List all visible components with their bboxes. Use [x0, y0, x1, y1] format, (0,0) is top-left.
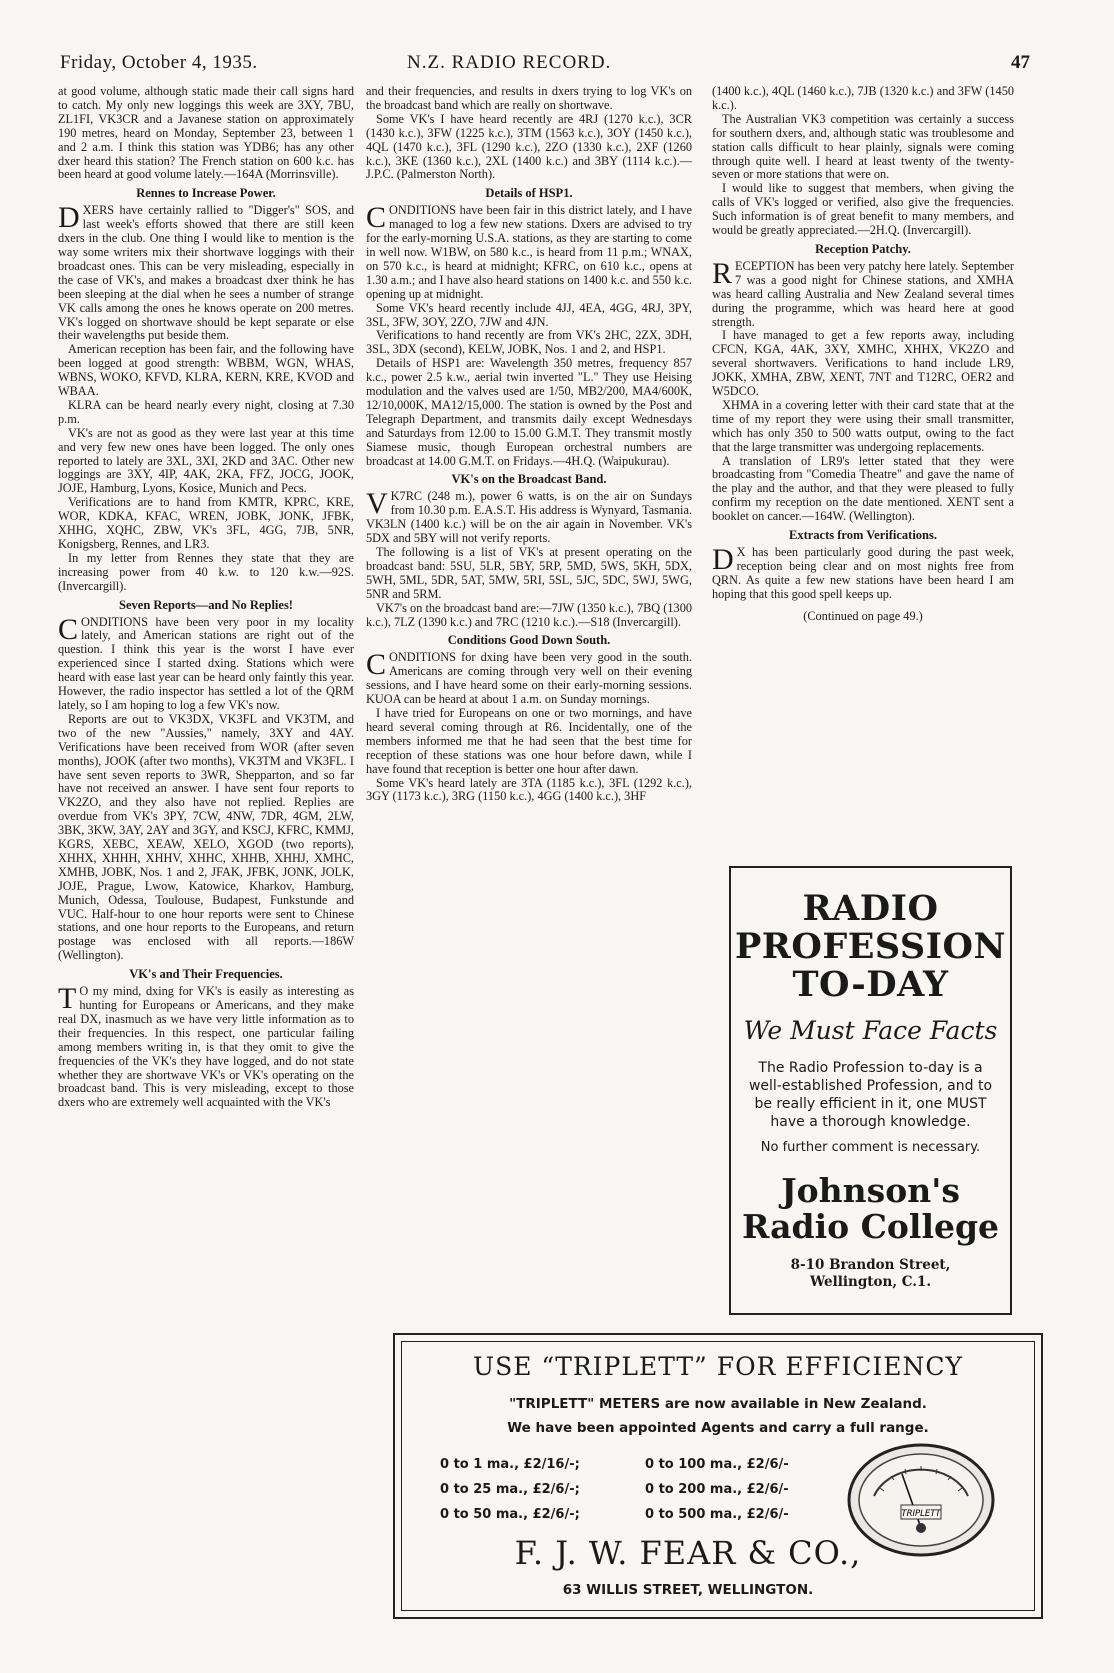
section-heading: Seven Reports—and No Replies!: [119, 597, 293, 612]
ad-inner-border: [401, 1341, 1035, 1611]
article-text: (1400 k.c.), 4QL (1460 k.c.), 7JB (1320 k.c.) and 3FW (1450 k.c.).: [712, 84, 1014, 112]
drop-cap: V: [366, 487, 388, 521]
price-row: [440, 1477, 789, 1502]
ad-line-availability: "TRIPLETT" METERS are now available in New Zealand.: [509, 1396, 927, 1412]
article-text-body: O my mind, dxing for VK's is easily as interesting as hunting for Europeans or Americans, and they make real DX, inasmuch as we have very little information as to their frequencies. In this respect, one particular failing among members writing in, is that they omit to give the frequencies of the VK's they have logged, and do not state whether they are shortwave VK's or VK's operating on the broadcast band. This is very misleading, except to those dxers who are extremely well acquainted with the VK's: [58, 984, 354, 1110]
article-text: I would like to suggest that members, when giving the calls of VK's logged or verified, also give the frequencies. Such information is of great benefit to many members, and would be greatly appreciated.—2H.Q. (Invercargill).: [712, 181, 1014, 238]
article-text: The Australian VK3 competition was certainly a success for southern dxers, and, although static was troublesome and station calls difficult to hear plainly, signals were coming through quite well. I heard at least twenty of the twenty-seven or more stations that were on.: [712, 111, 1014, 182]
section-heading: Reception Patchy.: [815, 241, 911, 256]
article-text-body: XERS have certainly rallied to "Digger's" SOS, and last week's efforts showed that there are still keen dxers in the club. One thing I would like to mention is the way some writers mix their shortwave loggings with their broadcast ones. This can be very misleading, especially in the case of VK's, and makes a broadcast dxer think he has been sleeping at the dial when he sees a number of strange VK calls among the ones he knows operate on 200 metres. VK's logged on shortwave should be kept separate or else their wavelengths put beside them.: [58, 203, 354, 343]
section-heading: Conditions Good Down South.: [447, 633, 611, 648]
article-text: I have tried for Europeans on one or two mornings, and have heard several coming through at R6. Incidentally, one of the members informed me that he had seen that the best time for reception of these stations was one hour before dawn, while I have found that reception is better one hour after dawn.: [366, 705, 692, 776]
page-header: [60, 52, 1030, 82]
article-text: XHMA in a covering letter with their card state that at the time of my report they were using their small transmitter, which has only 350 to 500 watts output, owing to the fact that the large transmitter was undergoing replacements.: [712, 397, 1014, 454]
issue-date: Friday, October 4, 1935.: [60, 52, 258, 73]
column-1: [58, 85, 354, 1110]
section-heading: Extracts from Verifications.: [788, 528, 937, 543]
section-heading: Details of HSP1.: [485, 186, 573, 201]
article-text: Verifications to hand recently are from VK's 2HC, 2ZX, 3DH, 3SL, 3DX (second), KELW, JOBK, Nos. 1 and 2, and HSP1.: [366, 328, 692, 357]
article-text: at good volume, although static made their call signs hard to catch. My only new loggings this week are 3XY, 7BU, ZL1FI, VK3CR and a Javanese station on approximately 190 metres, heard on Monday, September 23, between 1 and 2 a.m. I think this station was YDB6; has any other dxer heard this station? The French station on 600 k.c. has been heard at good volume lately.—164A (Morrinsville).: [58, 84, 354, 182]
drop-cap: D: [712, 543, 734, 576]
continued-note: (Continued on page 49.): [803, 608, 923, 623]
section-heading: VK's and Their Frequencies.: [129, 967, 283, 982]
section-heading: Rennes to Increase Power.: [136, 186, 276, 201]
article-text-body: X has been particularly good during the past week, reception being clear and on most nights free from QRN. As quite a few new stations have been heard I am hoping that this good spell keeps up.: [712, 545, 1014, 601]
price-list: [440, 1452, 789, 1527]
price-item: 0 to 200 ma., £2/6/-: [645, 1482, 789, 1497]
article-text: [712, 256, 1014, 330]
article-text: [366, 648, 692, 707]
article-text: [58, 612, 354, 713]
triplett-meters-ad: [393, 1333, 1043, 1619]
college-name-line2: Radio College: [741, 1207, 1000, 1246]
article-text: VK's are not as good as they were last year at this time and very few new ones have been logged. The only ones reported to lately are 3XL, 3XI, 2KD and 3AC. Other new loggings are 3XY, 4IP, 4AK, 2KA, FFZ, JOCG, JOOK, JOJE, Hamburg, Lyons, Kosice, Munich and Pecs.: [58, 425, 354, 496]
meter-brand-label: TRIPLETT: [901, 1509, 941, 1519]
price-item: 0 to 50 ma., £2/6/-;: [440, 1507, 580, 1522]
ad-body-note: No further comment is necessary.: [760, 1140, 981, 1155]
article-text: I have managed to get a few reports away, including CFCN, KGA, 4AK, 3XY, XMHC, XHHX, VK2ZO and several shortwavers. Verifications to hand include LR9, JOKK, XMHA, ZBW, XENT, 7NT and T12RC, OER2 and W5DCO.: [712, 328, 1014, 399]
article-text-body: ONDITIONS for dxing have been very good in the south. Americans are coming through very well on their evening sessions, and I have heard some on their early-morning sessions. KUOA can be heard at about 1 a.m. on Sunday mornings.: [366, 650, 692, 707]
drop-cap: C: [366, 201, 387, 235]
ad-headline-today: TO-DAY: [792, 964, 949, 1005]
drop-cap: R: [712, 256, 733, 290]
price-item: 0 to 1 ma., £2/16/-;: [440, 1457, 580, 1472]
article-text: and their frequencies, and results in dxers trying to log VK's on the broadcast band which are really on shortwave.: [366, 84, 692, 112]
article-text: In my letter from Rennes they state that they are increasing power from 40 k.w. to 120 k.w.—92S. (Invercargill).: [58, 550, 354, 593]
drop-cap: D: [58, 201, 80, 235]
ad-headline-profession: PROFESSION: [734, 926, 1007, 967]
article-text: Verifications are to hand from KMTR, KPRC, KRE, WOR, KDKA, KFAC, WREN, JOBK, JONK, JFBK, XHHG, XQHC, ZBW, VK's 3FL, 4GG, 7JB, 5NR, Konigsberg, Rennes, and LR3.: [58, 495, 354, 551]
article-text: Reports are out to VK3DX, VK3FL and VK3TM, and two of the new "Aussies," namely, 3XY and 4AY. Verifications have been received from WOR (after seven months), JOOK (after two months), VK3TM and VK3FL. I have sent seven reports to 3WR, Shepparton, and so far have not received an answer. I have sent four reports to VK2ZO, and they also have not replied. Replies are overdue from VK's 3PY, 7CW, 4NW, 7DR, 4GM, 2LW, 3BK, 3KW, 3AY, 2AY and 3GY, and KSCJ, KFRC, KMMJ, KGRS, XEBC, XEAW, XELO, XGOD (two reports), XHHX, XHHH, XHHV, XHHC, XHHB, XHHJ, XMHC, XMHB, JOBK, Nos. 1 and 2, JFAK, JFBK, JONK, JOLK, JOJE, Prague, Lwow, Katowice, Kharkov, Hamburg, Munich, Odessa, Toulouse, Budapest, Funkstunde and VUC. Half-hour to one hour reports were sent to Chinese stations, and one hour reports to the Europeans, and return postage was enclosed with all reports.—186W (Wellington).: [58, 711, 354, 963]
article-text: VK7's on the broadcast band are:—7JW (1350 k.c.), 7BQ (1300 k.c.), 7LZ (1390 k.c.) and 7RC (1210 k.c.).—S18 (Invercargill).: [366, 600, 692, 629]
masthead: N.Z. RADIO RECORD.: [407, 52, 612, 73]
drop-cap: C: [366, 648, 387, 682]
article-text: The following is a list of VK's at present operating on the broadcast band: 5SU, 5LR, 5BY, 5RP, 5MD, 5WS, 5KH, 5DX, 5WH, 5ML, 5DR, 5AT, 5MW, 5RI, 5SL, 5JC, 5DC, 5WJ, 5WG, 5NR and 5RM.: [366, 545, 692, 601]
college-name-line1: Johnson's: [781, 1171, 960, 1210]
page-number: 47: [1011, 52, 1030, 73]
price-row: [440, 1452, 789, 1477]
article-text: Some VK's I have heard recently are 4RJ (1270 k.c.), 3CR (1430 k.c.), 3FW (1225 k.c.), 3TM (1563 k.c.), 3OY (1450 k.c.), 4QL (1470 k.c.), 3FL (1290 k.c.), 2ZO (1330 k.c.), 2XF (1260 k.c.), 3KE (1360 k.c.), 2XL (1400 k.c.) and 3BY (1114 k.c.).—J.P.C. (Palmerston North).: [366, 111, 692, 182]
article-text: KLRA can be heard nearly every night, closing at 7.30 p.m.: [58, 397, 354, 426]
ad-line-agents: We have been appointed Agents and carry a full range.: [507, 1420, 929, 1436]
article-text: Details of HSP1 are: Wavelength 350 metres, frequency 857 k.c., power 2.5 k.w., aerial twin inverted "L." They use Heising modulation and the valves used are 1/50, MB2/200, MA4/600K, 12/10,000K, MA12/15,000. The station is owned by the Post and Telegraph Department, and transmits daily except Wednesdays and Saturdays from 12.00 to 15.00 G.M.T. They transmit mostly Siamese music, though European orchestral numbers are broadcast at 14.00 G.M.T. on Fridays.—4H.Q. (Waipukurau).: [366, 356, 692, 468]
column-3: [712, 85, 1014, 624]
ad-slogan: We Must Face Facts: [743, 1016, 998, 1045]
article-text: [58, 982, 354, 1110]
article-text-body: ONDITIONS have been fair in this district lately, and I have managed to log a few new stations. Dxers are advised to try for the early-morning U.S.A. stations, as they are starting to come in well now. W1BW, on 580 k.c., is heard from 11 p.m.; WNAX, on 570 k.c., is heard at midnight; KFRC, on 610 k.c., opens at 1.30 a.m.; and I have also heard stations on 1400 k.c. and 550 k.c. opening up at midnight.: [366, 203, 692, 301]
college-address-line2: Wellington, C.1.: [809, 1274, 932, 1290]
price-row: [440, 1502, 789, 1527]
article-text: Some VK's heard lately are 3TA (1185 k.c.), 3FL (1292 k.c.), 3GY (1173 k.c.), 3RG (1150 k.c.), 4GG (1400 k.c.), 3HF: [366, 775, 692, 804]
article-text: [366, 487, 692, 546]
article-text-body: ECEPTION has been very patchy here lately. September 7 was a good night for Chinese stations, and XMHA was heard calling Australia and New Zealand several times during the programme, which was heard here at good strength.: [712, 258, 1014, 329]
article-text-body: K7RC (248 m.), power 6 watts, is on the air on Sundays from 10.30 p.m. E.A.S.T. His address is Wynyard, Tasmania. VK3LN (1400 k.c.) will be on the air again in November. VK's 5DX and 5BY will not verify reports.: [366, 489, 692, 546]
ad-body: The Radio Profession to-day is a well-established Profession, and to be really efficient in it, one MUST have a thorough knowledge.: [748, 1060, 993, 1130]
column-2: [366, 85, 692, 804]
article-text: Some VK's heard recently include 4JJ, 4EA, 4GG, 4RJ, 3PY, 3SL, 3FW, 3OY, 2ZO, 7JW and 4JN.: [366, 300, 692, 329]
company-address: 63 WILLIS STREET, WELLINGTON.: [562, 1582, 814, 1598]
drop-cap: C: [58, 612, 79, 646]
price-item: 0 to 500 ma., £2/6/-: [645, 1507, 789, 1522]
price-item: 0 to 25 ma., £2/6/-;: [440, 1482, 580, 1497]
article-text: A translation of LR9's letter stated that they were broadcasting from "Comedia Theatre" and gave the name of the play and the author, and that they were pleased to fully confirm my reception on the date mentioned. XENT sent a booklet on cancer.—164W. (Wellington).: [712, 453, 1014, 524]
ad-headline-radio: RADIO: [802, 888, 939, 929]
johnsons-radio-college-ad: [729, 866, 1012, 1315]
article-text-body: ONDITIONS have been very poor in my locality lately, and American stations are right out of the question. I think this year is the worst I have ever experienced since I started dxing. Stations which were heard with ease last year can be heard only faintly this year. However, the radio inspector has settled a lot of the QRM lately, so I am hoping to log a few VK's now.: [58, 614, 354, 712]
article-text: [366, 201, 692, 301]
article-text: American reception has been fair, and the following have been logged at good strength: WBBM, WGN, WHAS, WBNS, WOKO, KFVD, KLRA, KERN, KRE, KVOD and WBAA.: [58, 342, 354, 399]
company-name: F. J. W. FEAR & CO.,: [514, 1534, 862, 1572]
drop-cap: T: [58, 982, 77, 1016]
section-heading: VK's on the Broadcast Band.: [451, 472, 607, 487]
article-text: [712, 543, 1014, 602]
college-address-line1: 8-10 Brandon Street,: [790, 1257, 951, 1273]
price-item: 0 to 100 ma., £2/6/-: [645, 1457, 789, 1472]
article-text: [58, 201, 354, 343]
ad-headline: USE “TRIPLETT” FOR EFFICIENCY: [473, 1352, 963, 1381]
